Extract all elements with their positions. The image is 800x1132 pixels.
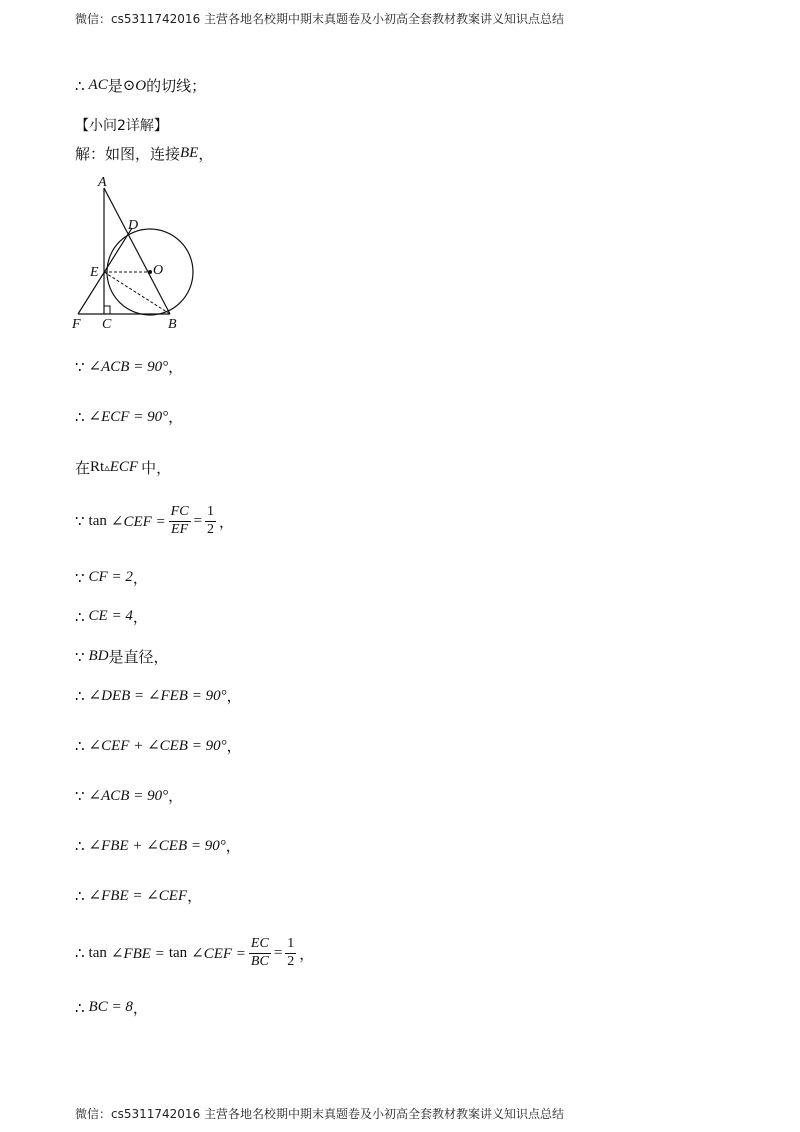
step-2 <box>75 406 183 427</box>
step-2-expr: ∠ECF = 90° <box>88 409 169 425</box>
step-14 <box>75 997 148 1018</box>
tan-function: tan <box>168 944 188 961</box>
text-tangent: 的切线； <box>146 77 207 95</box>
therefore-symbol: ∴ <box>75 686 85 705</box>
therefore-symbol: ∴ <box>75 407 85 426</box>
label-o: O <box>153 263 164 278</box>
center-o-dot <box>148 270 152 274</box>
step-4-end: ， <box>219 512 235 531</box>
page-header: 微信：cs5311742016 主营各地名校期中期末真题卷及小初高全套教材教案讲义知识点总结 <box>75 12 565 26</box>
step-8 <box>75 685 242 706</box>
step-7 <box>75 646 169 667</box>
intro-text: 解：如图，连接 <box>75 145 181 163</box>
fraction-one-half <box>205 505 216 537</box>
step-12-end: ， <box>187 887 203 905</box>
fraction-numerator: 1 <box>205 505 216 522</box>
step-1-end: ， <box>168 358 184 376</box>
step-8-expr: ∠DEB = ∠FEB = 90° <box>88 688 227 704</box>
step-6 <box>75 606 148 627</box>
therefore-symbol: ∴ <box>75 886 85 905</box>
therefore-symbol: ∴ <box>75 836 85 855</box>
geometry-figure <box>60 170 210 335</box>
label-b: B <box>168 317 177 332</box>
equals-sign: = <box>193 512 203 529</box>
step-13-m2: ∠CEF = <box>191 945 246 962</box>
step-11 <box>75 835 241 856</box>
tan-function: tan <box>88 944 107 961</box>
conclusion-tangent-line <box>75 75 206 96</box>
step-10-expr: ∠ACB = 90° <box>88 788 169 804</box>
step-6-end: ， <box>132 608 148 626</box>
fraction-numerator: 1 <box>285 937 296 954</box>
because-symbol: ∵ <box>75 647 85 666</box>
equals-sign: = <box>273 944 283 961</box>
segment-be: BE <box>180 145 199 161</box>
step-10-end: ， <box>168 787 184 805</box>
therefore-symbol: ∴ <box>75 998 85 1017</box>
therefore-symbol: ∴ <box>75 76 85 95</box>
step-6-expr: CE = 4 <box>88 608 133 624</box>
label-e: E <box>90 265 99 280</box>
fraction-denominator: 2 <box>207 521 215 537</box>
step-9-end: ， <box>226 737 242 755</box>
segment-ac: AC <box>88 77 108 93</box>
step-5-end: ， <box>132 569 148 587</box>
right-angle-mark <box>104 306 110 314</box>
step-4-lhs: ∠CEF = <box>110 513 166 530</box>
step-12-expr: ∠FBE = ∠CEF <box>88 888 188 904</box>
step-14-expr: BC = 8 <box>88 999 133 1015</box>
label-a: A <box>98 175 107 190</box>
tan-function: tan <box>88 512 107 529</box>
step-13 <box>75 937 314 969</box>
segment-fe-line <box>78 228 132 314</box>
fraction-denominator: EF <box>171 521 189 537</box>
fraction-fc-ef <box>169 505 191 537</box>
step-2-end: ， <box>168 408 184 426</box>
therefore-symbol: ∴ <box>75 736 85 755</box>
because-symbol: ∵ <box>75 357 85 376</box>
step-13-end: ， <box>299 944 315 963</box>
fraction-one-half <box>285 937 296 969</box>
segment-eb-dashed <box>104 272 170 314</box>
step-3-var: ECF <box>109 459 139 475</box>
step-4 <box>75 505 234 537</box>
page-footer: 微信：cs5311742016 主营各地名校期中期末真题卷及小初高全套教材教案讲义知识点总结 <box>75 1107 565 1121</box>
segment-bd: BD <box>88 648 109 664</box>
label-f: F <box>72 317 81 332</box>
step-1-expr: ∠ACB = 90° <box>88 359 169 375</box>
step-8-end: ， <box>226 687 242 705</box>
step-5 <box>75 567 148 588</box>
therefore-symbol: ∴ <box>75 607 85 626</box>
intro-end: ， <box>198 145 214 163</box>
fraction-numerator: FC <box>169 505 191 522</box>
label-d: D <box>128 218 139 233</box>
text-is: 是 <box>107 77 123 95</box>
step-9 <box>75 735 242 756</box>
label-c: C <box>102 317 112 332</box>
step-11-end: ， <box>225 837 241 855</box>
because-symbol: ∵ <box>75 786 85 805</box>
step-3-text: 在 <box>75 459 91 477</box>
step-5-expr: CF = 2 <box>88 569 133 585</box>
fraction-denominator: 2 <box>287 953 295 969</box>
step-14-end: ， <box>132 999 148 1017</box>
step-3-rt: Rt <box>90 459 105 475</box>
fraction-numerator: EC <box>249 937 271 954</box>
because-symbol: ∵ <box>75 568 85 587</box>
solution-intro <box>75 143 213 164</box>
step-1 <box>75 356 183 377</box>
circle-o: ⊙O <box>122 78 147 94</box>
fraction-ec-bc <box>249 937 271 969</box>
step-9-expr: ∠CEF + ∠CEB = 90° <box>88 738 227 754</box>
fraction-denominator: BC <box>250 953 269 969</box>
section-title: 【小问2详解】 <box>75 118 168 134</box>
step-3-end: 中， <box>141 459 172 477</box>
therefore-symbol: ∴ <box>75 944 85 963</box>
step-12 <box>75 885 202 906</box>
step-10 <box>75 785 183 806</box>
step-7-text: 是直径， <box>108 648 169 666</box>
because-symbol: ∵ <box>75 512 85 531</box>
step-11-expr: ∠FBE + ∠CEB = 90° <box>88 838 226 854</box>
triangle-symbol: ▵ <box>104 461 110 474</box>
step-13-m1: ∠FBE = <box>110 945 165 962</box>
step-3 <box>75 457 171 478</box>
